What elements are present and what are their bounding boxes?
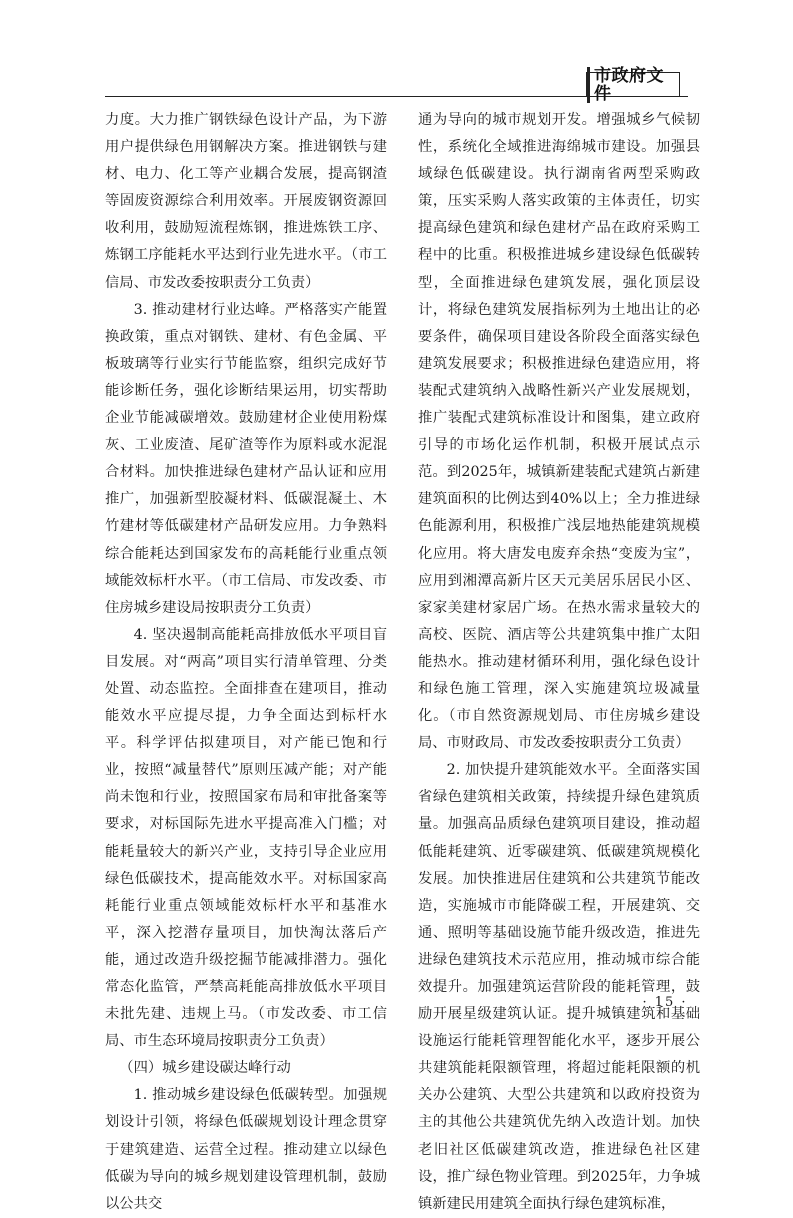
paragraph-building-efficiency: 2. 加快提升建筑能效水平。全面落实国省绿色建筑相关政策，持续提升绿色建筑质量。加强高品质绿色建筑项目建设，推动超低能耗建筑、近零碳建筑、低碳建筑规模化发展。加快推进居住建筑和公共建筑节能改造，实施城市市能降碳工程，开展建筑、交通、照明等基础设施节能升级改造，推进先进绿色建筑技术示范应用，推动城市综合能效提升。加强建筑运营阶段的能耗管理，鼓励开展星级建筑认证。提升城镇建筑和基础设施运行能耗管理智能化水平，逐步开展公共建筑能耗限额管理，将超过能耗限额的机关办公建筑、大型公共建筑和以政府投资为主的其他公共建筑优先纳入改造计划。加快老旧社区低碳建筑改造，推进绿色社区建设，推广绿色物业管理。到2025年，力争城镇新建民用建筑全面执行绿色建筑标准，: [418, 762, 700, 1212]
paragraph-high-energy-projects: 4. 坚决遏制高能耗高排放低水平项目盲目发展。对“两高”项目实行清单管理、分类处置、动态监控。全面排查在建项目，推动能效水平应提尽提，力争全面达到标杆水平。科学评估拟建项目，对产能已饱和行业，按照“减量替代”原则压减产能；对产能尚未饱和行业，按照国家布局和审批备案等要求，对标国际先进水平提高准入门槛；对能耗量较大的新兴产业，支持引导企业应用绿色低碳技术，提高能效水平。对标国家高耗能行业重点领域能效标杆水平和基准水平，深入挖潜存量项目，加快淘汰落后产能，通过改造升级挖掘节能减排潜力。强化常态化监管，严禁高耗能高排放低水平项目未批先建、违规上马。（市发改委、市工信局、市生态环境局按职责分工负责）: [105, 626, 387, 1050]
paragraph-continued: 力度。大力推广钢铁绿色设计产品，为下游用户提供绿色用钢解决方案。推进钢铁与建材、电力、化工等产业耦合发展，提高钢渣等固废资源综合利用效率。开展废钢资源回收利用，鼓励短流程炼钢，推进炼铁工序、炼钢工序能耗水平达到行业先进水平。（市工信局、市发改委按职责分工负责）: [105, 112, 387, 291]
paragraph-urban-rural-transition: 1. 推动城乡建设绿色低碳转型。加强规划设计引领，将绿色低碳规划设计理念贯穿于建筑建造、运营全过程。推动建立以绿色低碳为导向的城乡规划建设管理机制，鼓励以公共交: [105, 1087, 387, 1212]
section-label: 市政府文件: [587, 67, 679, 103]
right-column: [418, 107, 700, 1218]
page-number: · 15 ·: [642, 995, 688, 1010]
page-header: [105, 65, 688, 104]
paragraph-building-materials: 3. 推动建材行业达峰。严格落实产能置换政策，重点对钢铁、建材、有色金属、平板玻璃等行业实行节能监察，组织完成好节能诊断任务，强化诊断结果运用，切实帮助企业节能减碳增效。鼓励建材企业使用粉煤灰、工业废渣、尾矿渣等作为原料或水泥混合材料。加快推进绿色建材产品认证和应用推广，加强新型胶凝材料、低碳混凝土、木竹建材等低碳建材产品研发应用。力争熟料综合能耗达到国家发布的高耗能行业重点领域能效标杆水平。（市工信局、市发改委、市住房城乡建设局按职责分工负责）: [105, 301, 387, 616]
paragraph-continued-right: 通为导向的城市规划开发。增强城乡气候韧性，系统化全域推进海绵城市建设。加强县域绿色低碳建设。执行湖南省两型采购政策，压实采购人落实政策的主体责任，切实提高绿色建筑和绿色建材产品在政府采购工程中的比重。积极推进城乡建设绿色低碳转型，全面推进绿色建筑发展，强化顶层设计，将绿色建筑发展指标列为土地出让的必要条件，确保项目建设各阶段全面落实绿色建筑发展要求；积极推进绿色建造应用，将装配式建筑纳入战略性新兴产业发展规划，推广装配式建筑标准设计和图集，建立政府引导的市场化运作机制，积极开展试点示范。到2025年，城镇新建装配式建筑占新建建筑面积的比例达到40%以上；全力推进绿色能源利用，积极推广浅层地热能建筑规模化应用。将大唐发电废弃余热“变废为宝”，应用到湘潭高新片区天元美居乐居民小区、家家美建材家居广场。在热水需求量较大的高校、医院、酒店等公共建筑集中推广太阳能热水。推动建材循环利用，强化绿色设计和绿色施工管理，深入实施建筑垃圾减量化。（市自然资源规划局、市住房城乡建设局、市财政局、市发改委按职责分工负责）: [418, 112, 700, 752]
left-column: [105, 107, 387, 1218]
section-label-box: [586, 65, 680, 104]
section-heading: （四）城乡建设碳达峰行动: [119, 1060, 291, 1077]
